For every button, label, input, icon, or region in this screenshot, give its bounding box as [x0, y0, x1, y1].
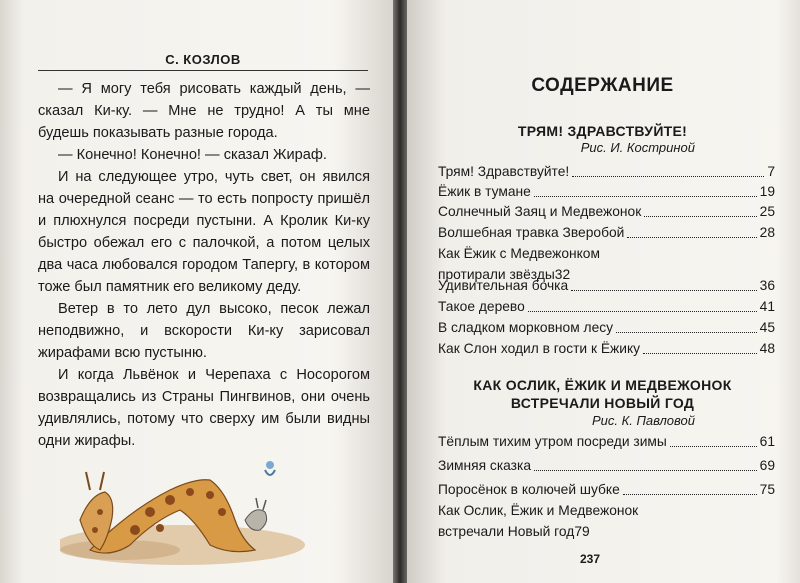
leader-dots [534, 470, 757, 471]
paragraph: Ветер в то лето дул высоко, песок лежал неподвижно, и вскорости Ки-ку зарисовал жирафами всю пустыню. [38, 301, 370, 361]
leader-dots [534, 196, 757, 197]
toc-entry[interactable] [438, 431, 775, 453]
toc-entry-title: Солнечный Заяц и Медвежонок [438, 204, 642, 219]
toc-entry[interactable] [438, 296, 775, 318]
toc-title: СОДЕРЖАНИЕ [531, 75, 674, 96]
header-rule [38, 70, 368, 71]
paragraph: И когда Львёнок и Черепаха с Носорогом возвращались из Страны Пингвинов, они очень удивлялись, потому что сверху им были видны одни жирафы. [38, 367, 370, 449]
toc-entry[interactable] [438, 500, 775, 542]
toc-entry-title: Зимняя сказка [438, 458, 532, 473]
section-heading-line2: ВСТРЕЧАЛИ НОВЫЙ ГОД [510, 395, 695, 411]
paragraph: — Конечно! Конечно! — сказал Жираф. [58, 147, 327, 163]
section-heading-line1: КАК ОСЛИК, ЁЖИК И МЕДВЕЖОНОК [473, 377, 732, 393]
toc-entry-page: 7 [767, 164, 775, 179]
toc-entry-title: Волшебная травка Зверобой [438, 225, 625, 240]
leader-dots [644, 216, 756, 217]
leader-dots [571, 290, 756, 291]
story-text [38, 78, 370, 452]
toc-entry-title: Удивительная бочка [438, 278, 569, 293]
toc-entry[interactable] [438, 222, 775, 244]
leader-dots [572, 176, 764, 177]
leader-dots [616, 332, 757, 333]
leader-dots [623, 494, 757, 495]
toc-entry[interactable] [438, 479, 775, 501]
toc-entry-page: 36 [759, 278, 775, 293]
paragraph: — Я могу тебя рисовать каждый день, — сказал Ки-ку. — Мне не трудно! А ты мне будешь показывать разные города. [38, 81, 370, 141]
toc-entry-title-line2: протирали звёзды [438, 267, 555, 282]
leader-dots [627, 237, 756, 238]
toc-entry-page: 79 [574, 524, 590, 539]
toc-entry-title: Тёплым тихим утром посреди зимы [438, 434, 667, 449]
toc-entry[interactable] [438, 201, 775, 223]
toc-entry[interactable] [438, 181, 775, 203]
section-credit: Рис. К. Павловой [591, 413, 695, 428]
leader-dots [670, 446, 757, 447]
toc-entry-page: 41 [759, 299, 775, 314]
toc-entry[interactable] [438, 275, 775, 297]
toc-entry[interactable] [438, 455, 775, 477]
section-credit: Рис. И. Костриной [580, 140, 695, 155]
section-heading: ТРЯМ! ЗДРАВСТВУЙТЕ! [517, 123, 688, 139]
page-number: 237 [579, 552, 601, 566]
toc-entry-page: 48 [759, 341, 775, 356]
toc-entry-title-line1: Как Ёжик с Медвежонком [438, 246, 600, 261]
toc-entry-page: 19 [759, 184, 775, 199]
toc-entry-page: 61 [759, 434, 775, 449]
giraffe-illustration [60, 450, 320, 575]
toc-entry-page: 25 [759, 204, 775, 219]
toc-entry-title: Такое дерево [438, 299, 525, 314]
book-gutter [393, 0, 407, 583]
toc-entry[interactable] [438, 161, 775, 183]
toc-entry-title-line1: Как Ослик, Ёжик и Медвежонок [438, 503, 639, 518]
toc-entry-page: 75 [759, 482, 775, 497]
toc-entry-page: 28 [759, 225, 775, 240]
toc-entry-title: Поросёнок в колючей шубке [438, 482, 620, 497]
toc-entry-title: Ёжик в тумане [438, 184, 531, 199]
running-head: С. КОЗЛОВ [165, 52, 241, 67]
toc-entry[interactable] [438, 317, 775, 339]
toc-entry-page: 32 [554, 267, 571, 282]
toc-entry[interactable] [438, 338, 775, 360]
toc-entry-page: 45 [759, 320, 775, 335]
toc-entry-title: Трям! Здравствуйте! [438, 164, 570, 179]
paragraph: И на следующее утро, чуть свет, он явился на очередной сеанс — то есть попросту пришёл и плюхнулся посреди пустыни. А Кролик Ки-ку быстро обежал его с палочкой, а потом целых два часа любовался городом Тапергу, в котором тоже был памятник его великому деду. [38, 169, 370, 295]
leader-dots [643, 353, 757, 354]
toc-entry-title: В сладком морковном лесу [438, 320, 614, 335]
toc-entry-title: Как Слон ходил в гости к Ёжику [438, 341, 641, 356]
toc-entry-page: 69 [759, 458, 775, 473]
leader-dots [528, 311, 757, 312]
toc-entry-title-line2: встречали Новый год [438, 524, 575, 539]
